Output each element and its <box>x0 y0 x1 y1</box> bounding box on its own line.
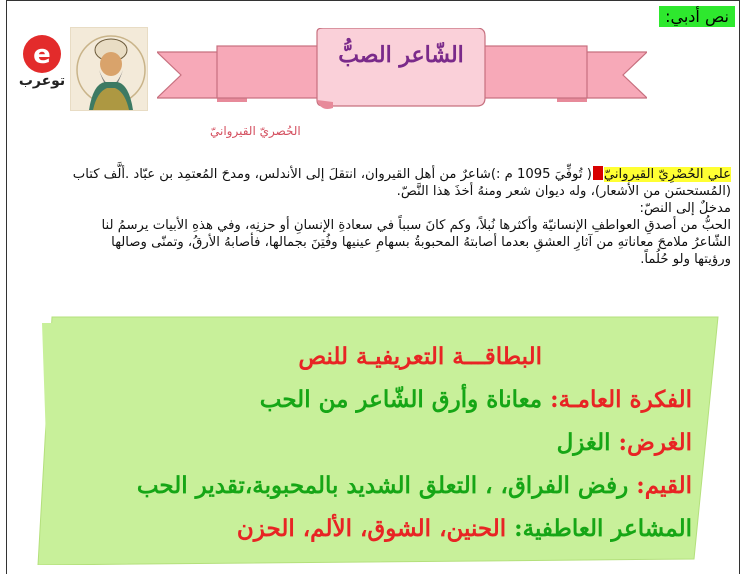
info-card <box>34 315 720 565</box>
card-row-idea <box>52 378 692 421</box>
card-row-values <box>52 464 692 507</box>
card-label: المشاعر العاطفية: <box>514 515 692 542</box>
red-marker <box>593 166 603 180</box>
intro-heading: مدخلٌ إلى النصّ: <box>639 201 731 216</box>
card-value: رفض الفراق، ، التعلق الشديد بالمحبوبة،تقدير الحب <box>136 472 629 499</box>
logo-letter: e <box>33 40 51 70</box>
intro-line-1-rest: ( تُوفِّيَ 1095 م :)شاعرٌ من أهل القيروان، انتقلَ إلى الأندلس، ومدحَ المُعتمِد بن عبّاد .ألَّف كتاب <box>72 167 592 182</box>
card-label: القيم: <box>636 472 692 499</box>
section-tag: نص أدبي: <box>659 6 735 27</box>
intro-line-5: الشّاعرُ ملامحَ معاناتهِ من آثارِ العشقِ بعدما أصابتهُ المحبوبةُ بسهامِ عينيها وفُتِنَ بجمالها، فأصابهُ الأرقُ، وتمنّى وصالها <box>111 235 731 250</box>
logo-text: توعرب <box>18 73 66 89</box>
card-row-purpose <box>52 421 692 464</box>
intro-text <box>21 166 731 268</box>
intro-line-2: (المُستحسَن من الأشعار)، وله ديوان شعر ومنهُ أخذَ هذا النَّصّ. <box>396 184 731 199</box>
intro-line-1 <box>21 166 731 183</box>
card-row-emotions <box>52 507 692 550</box>
intro-line-6: ورؤيتها ولو حُلُماً. <box>640 252 731 267</box>
card-label: الفكرة العامـة: <box>550 386 692 413</box>
page-title: الشّاعر الصبُّ <box>338 42 464 68</box>
intro-line-4: الحبُّ من أصدقِ العواطفِ الإنسانيّة وأكثرها نُبلاً، وكم كانَ سبباً في سعادةِ الإنسانِ أو حزنِه، وفي هذهِ الأبيات يرسمُ لنا <box>101 218 731 233</box>
card-title: البطاقـــة التعريفيـة للنص <box>298 343 542 370</box>
poet-name-highlight: علي الحُصْرِيّ القيروانيّ <box>603 167 731 182</box>
card-label: الغرض: <box>618 429 692 456</box>
card-value: معاناة وأرق الشّاعر من الحب <box>259 386 543 413</box>
card-value: الغزل <box>556 429 611 456</box>
poet-caption: الحُصريّ القيروانيّ <box>210 124 301 138</box>
poet-portrait <box>70 27 148 111</box>
site-logo <box>14 32 70 90</box>
card-value: الحنين، الشوق، الألم، الحزن <box>236 515 507 542</box>
